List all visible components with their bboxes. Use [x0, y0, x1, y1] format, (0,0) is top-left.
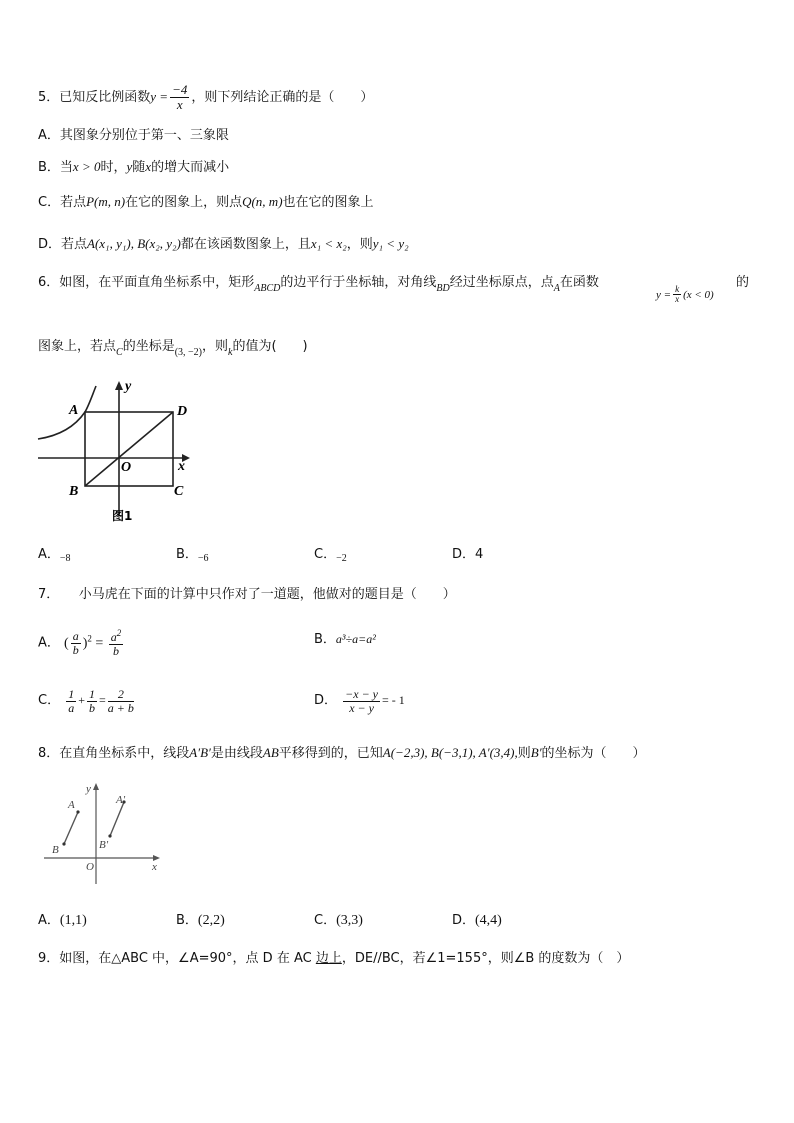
- q8-point-b: [62, 842, 65, 845]
- q5-stem: 5．已知反比例函数y = $\frac{-4}{x}$ ，则下列结论正确的是（ ）: [38, 82, 374, 112]
- q6-option-c: C．$_{-2}$: [314, 547, 347, 564]
- q8-option-c: C．(3,3): [314, 913, 363, 928]
- q6-label-c: C: [174, 484, 184, 499]
- q7-option-b: B．a³÷a=a²: [314, 632, 376, 647]
- q8-point-b2: [108, 834, 111, 837]
- q5-option-b: B．当x > 0时，y随x的增大而减小: [38, 159, 230, 175]
- q6-label-y: y: [125, 379, 132, 394]
- q5-fraction-den: x: [176, 97, 183, 112]
- q7-option-d: D． $\frac{-x - y}{x - y}$ = - 1: [314, 687, 405, 715]
- q7-option-c-expr: $\frac{1}{a}$ + $\frac{1}{b}$ = $\frac{2}{a + b}$: [68, 687, 134, 715]
- q8-point-a: [76, 810, 79, 813]
- q6-label-b: B: [69, 484, 79, 499]
- q8-figure: [40, 778, 164, 888]
- q7-option-d-expr: $\frac{-x - y}{x - y}$: [345, 687, 379, 715]
- q8-label-a: A: [68, 799, 75, 811]
- q6-option-b: B．$_{-6}$: [176, 547, 209, 564]
- q9-stem: 9．如图，在△ABC 中，∠A=90°，点 D 在 AC 边上，DE//BC，若∠1=155°，则∠B 的度数为（ ）: [38, 951, 630, 966]
- q5-option-a: A．其图象分别位于第一、三象限: [38, 128, 229, 143]
- q7-option-c: C． $\frac{1}{a}$ + $\frac{1}{b}$ = $\frac{2}{a + b}$: [38, 687, 134, 715]
- q8-segment-a2b2: [110, 802, 124, 836]
- q7-option-a: A． ( $\frac{a}{b}$ )$^2$ = $\frac{a^2}{b}$: [38, 618, 125, 658]
- q5-fraction-num: −4: [172, 82, 188, 98]
- q7-stem: 7． 小马虎在下面的计算中只作对了一道题，他做对的题目是（ ）: [38, 587, 456, 602]
- q8-option-a: A．(1,1): [38, 913, 87, 928]
- q6-stem-line1: 6．如图，在平面直角坐标系中，矩形$_{ABCD}$的边平行于坐标轴，对角线$_{BD}$经过坐标原点，点$_A$在函数: [38, 275, 599, 294]
- q8-label-b2: B': [99, 839, 109, 851]
- q6-function-fraction: $\frac{k}{x}$: [675, 284, 680, 305]
- q8-label-y: y: [86, 783, 91, 795]
- q8-option-d: D．(4,4): [452, 913, 502, 928]
- q6-option-d: D．4: [452, 547, 484, 562]
- q6-option-a: A．$_{-8}$: [38, 547, 71, 564]
- q6-label-d: D: [177, 404, 188, 419]
- q8-label-o: O: [86, 861, 94, 873]
- q5-option-d: D．若点A(x₁, y₁), B(x₂, y₂)都在该函数图象上，且x₁ < x₂，则y₁ < y₂: [38, 236, 409, 252]
- q6-label-o: O: [121, 460, 132, 475]
- q5-option-c: C．若点P(m, n)在它的图象上，则点Q(n, m)也在它的图象上: [38, 194, 374, 210]
- q6-label-x: x: [178, 459, 185, 474]
- q6-label-a: A: [69, 403, 79, 418]
- q6-function: y = $\frac{k}{x}$ (x < 0): [656, 284, 714, 305]
- q6-figure: [34, 378, 194, 526]
- q8-y-axis-arrow: [93, 783, 99, 790]
- q8-label-x: x: [152, 861, 157, 873]
- q8-option-b: B．(2,2): [176, 913, 225, 928]
- q5-formula-lhs: y =: [150, 89, 169, 104]
- q8-stem: 8．在直角坐标系中，线段A′B′是由线段AB平移得到的，已知A(−2,3), B(−3,1), A′(3,4),则B′的坐标为（ ）: [38, 745, 646, 761]
- q8-segment-ab: [64, 812, 78, 844]
- q6-stem-line1-end: 的: [736, 275, 750, 290]
- q8-label-a2: A': [116, 794, 126, 806]
- q6-stem-line2: 图象上，若点$_C$的坐标是$_{(3, -2)}$，则$_k$的值为( ): [38, 339, 308, 358]
- q8-label-b: B: [52, 844, 59, 856]
- q6-figure-caption: 图1: [112, 509, 133, 523]
- q7-option-a-expr: ( $\frac{a}{b}$ )$^2$ = $\frac{a^2}{b}$: [64, 628, 122, 658]
- q6-y-axis-arrow: [115, 381, 123, 390]
- q5-fraction: [170, 83, 189, 111]
